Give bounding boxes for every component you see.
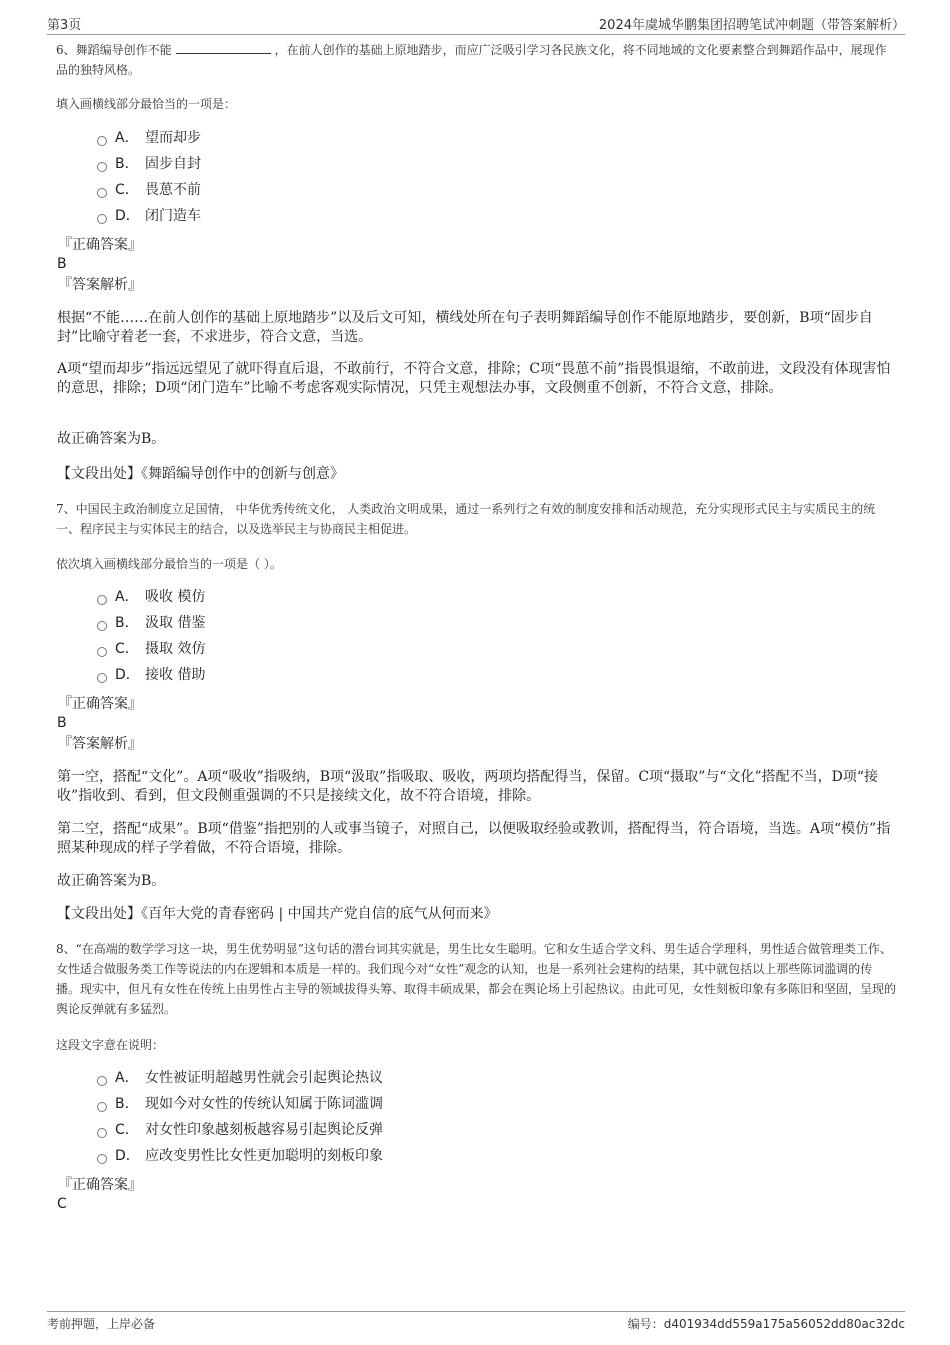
q8-answer-label: 『正确答案』 xyxy=(58,1177,142,1193)
fill-blank xyxy=(176,41,271,54)
q7-option-a[interactable]: A． 吸收 模仿 xyxy=(97,587,205,607)
question-8-prompt: 这段文字意在说明： xyxy=(56,1038,165,1052)
document-title: 2024年虞城华鹏集团招聘笔试冲刺题（带答案解析） xyxy=(598,18,905,33)
footer-slogan: 考前押题，上岸必备 xyxy=(47,1317,156,1331)
q6-source: 【文段出处】《舞蹈编导创作中的创新与创意》 xyxy=(57,466,344,482)
q8-answer: C xyxy=(57,1196,67,1212)
q8-option-b[interactable]: B． 现如今对女性的传统认知属于陈词滥调 xyxy=(97,1094,383,1114)
question-7-prompt: 依次填入画横线部分最恰当的一项是（ ）。 xyxy=(56,557,282,571)
radio-button-icon[interactable] xyxy=(97,214,107,224)
document-code: 编号：d401934dd559a175a56052dd80ac32dc xyxy=(627,1317,905,1331)
question-6-prompt: 填入画横线部分最恰当的一项是： xyxy=(56,97,237,111)
q6-answer: B xyxy=(57,256,67,272)
radio-button-icon[interactable] xyxy=(97,673,107,683)
q7-analysis-label: 『答案解析』 xyxy=(58,736,142,752)
question-7-stem: 7、中国民主政治制度立足国情， 中华优秀传统文化， 人类政治文明成果，通过一系列行之有效的制度安排和活动规范，充分实现形式民主与实质民主的统一、程序民主与实体民主的结合，以及选举民主与协商民主相促进。 xyxy=(56,502,876,536)
q6-option-b[interactable]: B． 固步自封 xyxy=(97,154,201,174)
q7-option-c[interactable]: C． 摄取 效仿 xyxy=(97,639,205,659)
q6-analysis-paragraph: 根据“不能……在前人创作的基础上原地踏步”以及后文可知，横线处所在句子表明舞蹈编导创作不能原地踏步，要创新，B项“固步自封”比喻守着老一套，不求进步，符合文意，当选。 xyxy=(57,310,873,345)
radio-button-icon[interactable] xyxy=(97,595,107,605)
radio-button-icon[interactable] xyxy=(97,162,107,172)
q7-conclusion: 故正确答案为B。 xyxy=(57,873,166,889)
page-header xyxy=(47,14,905,35)
q7-answer: B xyxy=(57,715,67,731)
q7-option-b[interactable]: B． 汲取 借鉴 xyxy=(97,613,205,633)
q8-option-c[interactable]: C． 对女性印象越刻板越容易引起舆论反弹 xyxy=(97,1120,383,1140)
radio-button-icon[interactable] xyxy=(97,1154,107,1164)
q7-analysis-paragraph: 第二空，搭配“成果”。B项“借鉴”指把别的人或事当镜子，对照自己，以便吸取经验或教训，搭配得当，符合语境，当选。A项“模仿”指照某种现成的样子学着做，不符合语境，排除。 xyxy=(57,821,891,856)
q8-option-a[interactable]: A． 女性被证明超越男性就会引起舆论热议 xyxy=(97,1068,383,1088)
radio-button-icon[interactable] xyxy=(97,621,107,631)
q7-source: 【文段出处】《百年大党的青春密码 | 中国共产党自信的底气从何而来》 xyxy=(57,906,498,922)
q6-analysis-paragraph: A项“望而却步”指远远望见了就吓得直后退，不敢前行，不符合文意，排除；C项“畏葸不前”指畏惧退缩，不敢前进，文段没有体现害怕的意思，排除；D项“闭门造车”比喻不考虑客观实际情况，只凭主观想法办事，文段侧重不创新，不符合文意，排除。 xyxy=(57,361,891,396)
q7-answer-label: 『正确答案』 xyxy=(58,696,142,712)
q8-option-d[interactable]: D． 应改变男性比女性更加聪明的刻板印象 xyxy=(97,1146,383,1166)
radio-button-icon[interactable] xyxy=(97,1102,107,1112)
radio-button-icon[interactable] xyxy=(97,136,107,146)
q6-conclusion: 故正确答案为B。 xyxy=(57,431,166,447)
page-footer xyxy=(47,1311,905,1332)
page-number: 第3页 xyxy=(47,18,82,33)
q6-analysis-label: 『答案解析』 xyxy=(58,277,142,293)
question-8-stem: 8、“在高端的数学学习这一块，男生优势明显”这句话的潜台词其实就是，男生比女生聪明。它和女生适合学文科、男生适合学理科，男性适合做管理类工作、女性适合做服务类工作等说法的内在逻辑和本质是一样的。我们现今对“女性”观念的认知，也是一系列社会建构的结果，其中就包括以上那些陈词滥调的传播。现实中，但凡有女性在传统上由男性占主导的领域拔得头筹、取得丰硕成果，都会在舆论场上引起热议。由此可见，女性刻板印象有多陈旧和坚固，呈现的舆论反弹就有多猛烈。 xyxy=(56,942,897,1016)
radio-button-icon[interactable] xyxy=(97,1076,107,1086)
q7-analysis-paragraph: 第一空，搭配“文化”。A项“吸收”指吸纳，B项“汲取”指吸取、吸收，两项均搭配得当，保留。C项“摄取”与“文化”搭配不当，D项“接收”指收到、看到，但文段侧重强调的不只是接续文化，故不符合语境，排除。 xyxy=(57,769,879,804)
q6-answer-label: 『正确答案』 xyxy=(58,237,142,253)
q6-option-c[interactable]: C． 畏葸不前 xyxy=(97,180,201,200)
q6-option-a[interactable]: A． 望而却步 xyxy=(97,128,201,148)
radio-button-icon[interactable] xyxy=(97,647,107,657)
q6-option-d[interactable]: D． 闭门造车 xyxy=(97,206,201,226)
radio-button-icon[interactable] xyxy=(97,188,107,198)
radio-button-icon[interactable] xyxy=(97,1128,107,1138)
q7-option-d[interactable]: D． 接收 借助 xyxy=(97,665,205,685)
question-6-stem: 6、舞蹈编导创作不能 ，在前人创作的基础上原地踏步，而应广泛吸引学习各民族文化，将不同地域的文化要素整合到舞蹈作品中，展现作品的独特风格。 xyxy=(56,43,887,77)
